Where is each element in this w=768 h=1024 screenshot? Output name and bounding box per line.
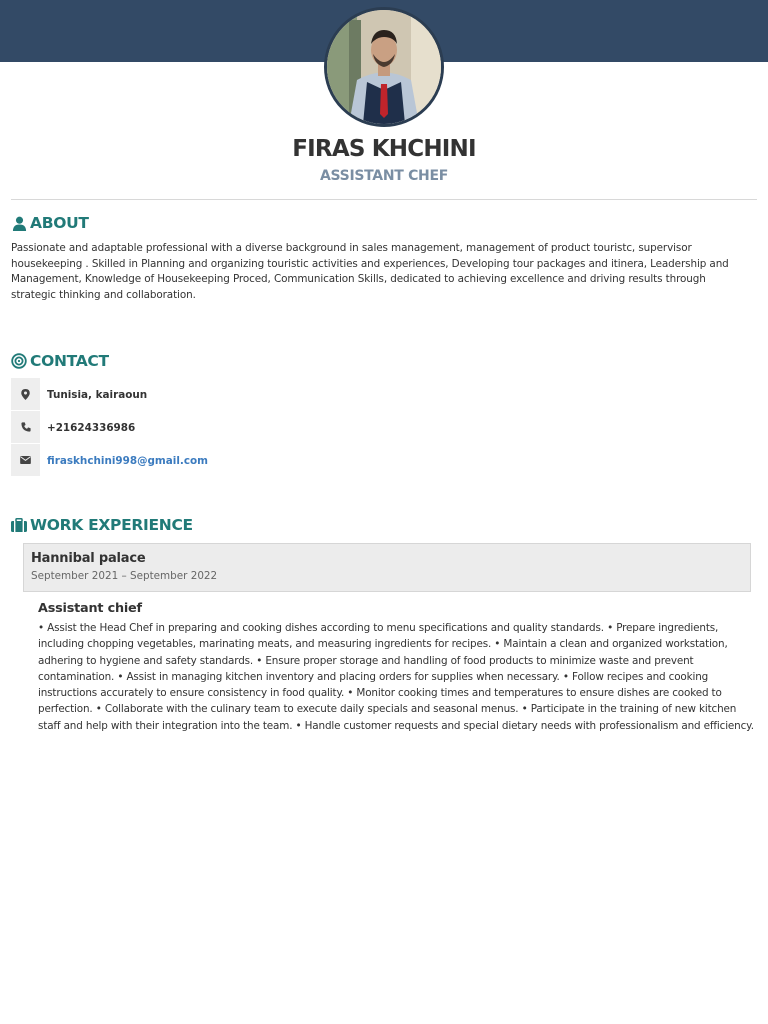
phone-icon xyxy=(11,411,40,444)
contact-phone xyxy=(11,411,208,444)
target-icon xyxy=(11,353,27,369)
about-section-title xyxy=(11,214,89,232)
email-link[interactable]: firaskhchini998@gmail.com xyxy=(47,454,208,467)
company-name: Hannibal palace xyxy=(31,551,146,566)
map-marker-icon xyxy=(11,378,40,411)
contact-section-title xyxy=(11,352,109,370)
avatar xyxy=(324,7,444,127)
about-text: Passionate and adaptable professional with a diverse background in sales management, management of product touristc, supervisor housekeeping . Skilled in Planning and organizing touristic activities and experiences, Developing tour packages and itinera, Leadership and Management, Knowledge of Housekeeping Proced, Communication Skills, dedicated to achieving excellence and driving results through strategic thinking and collaboration. xyxy=(11,242,729,302)
candidate-name: FIRAS KHCHINI xyxy=(292,136,476,162)
work-section-title xyxy=(11,516,193,534)
contact-location xyxy=(11,378,208,411)
job-header xyxy=(23,543,751,592)
job-position: Assistant chief xyxy=(38,601,142,616)
work-title-text: WORK EXPERIENCE xyxy=(30,516,193,534)
job-dates: September 2021 – September 2022 xyxy=(31,570,218,582)
phone-text: +21624336986 xyxy=(47,421,136,434)
envelope-icon xyxy=(11,444,40,477)
user-icon xyxy=(11,215,27,231)
about-title-text: ABOUT xyxy=(30,214,89,232)
header-divider xyxy=(11,199,757,200)
contact-title-text: CONTACT xyxy=(30,352,109,370)
contact-email xyxy=(11,444,208,477)
location-text: Tunisia, kairaoun xyxy=(47,388,148,401)
job-description: • Assist the Head Chef in preparing and cooking dishes according to menu specifications and quality standards. • Prepare ingredients, including chopping vegetables, marinating meats, and measuring ingredients for recipes. • Maintain a clean and organized workstation, adhering to hygiene and safety standards. • Ensure proper storage and handling of food products to minimize waste and prevent contamination. • Assist in managing kitchen inventory and placing orders for supplies when necessary. • Follow recipes and cooking instructions accurately to ensure consistency in food quality. • Monitor cooking times and temperatures to ensure dishes are cooked to perfection. • Collaborate with the culinary team to execute daily specials and seasonal menus. • Participate in the training of new kitchen staff and help with their integration into the team. • Handle customer requests and special dietary needs with professionalism and efficiency. xyxy=(38,622,754,732)
candidate-role: ASSISTANT CHEF xyxy=(319,168,449,184)
briefcase-icon xyxy=(11,517,27,533)
contact-list xyxy=(11,378,208,477)
